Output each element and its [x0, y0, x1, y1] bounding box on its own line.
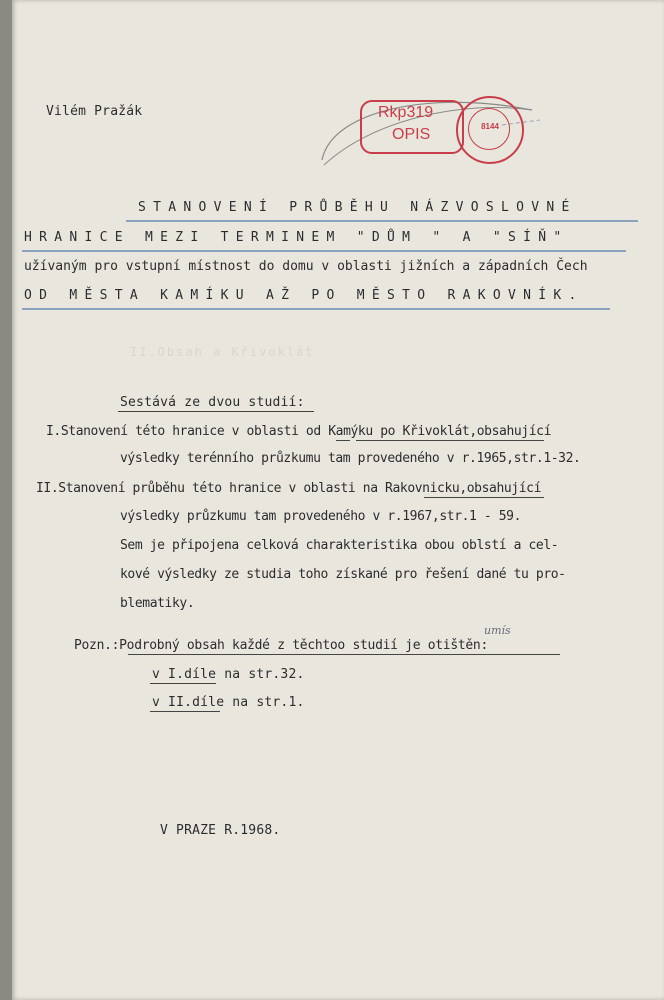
study-2-line-5: blematiky.	[120, 596, 195, 611]
note-line-1: Pozn.:Podrobný obsah každé z těchtoo studií je otištěn:	[74, 638, 488, 653]
underline-oblasti	[336, 440, 350, 441]
study-2-line-3: Sem je připojena celková charakteristika obou oblstí a cel-	[120, 538, 559, 553]
study-1-line-2: výsledky terénního průzkumu tam provedeného v r.1965,str.1-32.	[120, 451, 581, 466]
shelfmark-text: Rkp319	[378, 104, 434, 121]
seal-number: 8144	[481, 122, 499, 131]
note-underline	[128, 654, 560, 655]
title-underline-4	[22, 308, 610, 310]
note-line-2: v I.díle na str.32.	[152, 667, 305, 682]
title-line-2: HRANICE MEZI TERMINEM "DŮM " A "SÍŇ"	[24, 230, 569, 245]
study-2-line-1: II.Stanovení průběhu této hranice v oblasti na Rakovnicku,obsahující	[36, 481, 542, 496]
note-line-3: v II.díle na str.1.	[152, 695, 305, 710]
study-1-line-1: I.Stanovení této hranice v oblasti od Kamýku po Křivoklát,obsahující	[46, 424, 552, 439]
title-underline-1	[126, 220, 638, 222]
study-2-line-4: kové výsledky ze studia toho získané pro řešení dané tu pro-	[120, 567, 566, 582]
title-line-4: OD MĚSTA KAMÍKU AŽ PO MĚSTO RAKOVNÍK.	[24, 288, 584, 303]
study-2-line-2: výsledky průzkumu tam provedeného v r.1967,str.1 - 59.	[120, 509, 522, 524]
underline-rakovnicku	[424, 497, 544, 498]
underline-kamyk-krivoklat	[356, 440, 544, 441]
title-line-1: STANOVENÍ PRŮBĚHU NÁZVOSLOVNÉ	[138, 200, 577, 215]
handwritten-correction: umís	[484, 624, 511, 637]
note-underline-3	[150, 711, 220, 712]
note-underline-2	[150, 683, 216, 684]
faint-show-through-text: II.Obsah a Křivoklát	[130, 345, 315, 359]
place-date: V PRAZE R.1968.	[160, 823, 281, 838]
author-name: Vilém Pražák	[46, 104, 143, 119]
copy-label-text: OPIS	[392, 126, 431, 143]
contents-heading: Sestává ze dvou studií:	[120, 395, 305, 410]
contents-heading-underline	[118, 411, 314, 412]
title-line-3: užívaným pro vstupní místnost do domu v oblasti jižních a západních Čech	[24, 259, 588, 274]
title-underline-2	[22, 250, 626, 252]
institution-seal	[456, 96, 524, 164]
